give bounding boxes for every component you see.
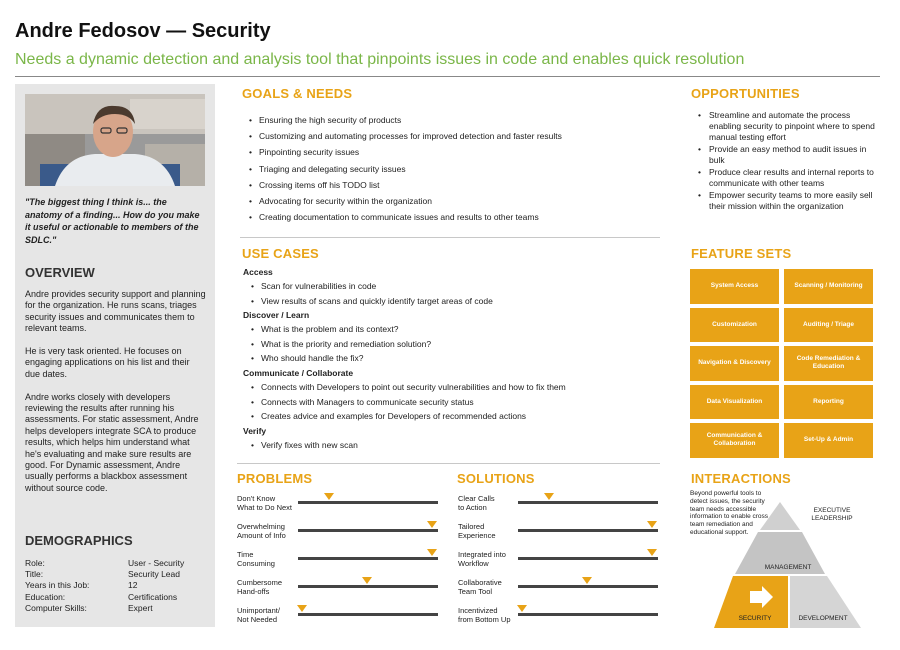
problems-label bbox=[237, 578, 299, 596]
feature-sets-grid bbox=[690, 269, 873, 458]
interactions-heading: INTERACTIONS bbox=[691, 471, 791, 486]
persona-photo bbox=[25, 94, 205, 186]
overview-paragraph: Andre works closely with developers reviewing the results after running his assessments. For static assessment, Andre helps developers integrate SCA to produce results, which helps him understand what he's evaluating and make sure results are good. For Dynamic assessment, Andre usually performs a blackbox assessment without source code. bbox=[25, 391, 199, 493]
problems-label-line: Consuming bbox=[237, 559, 275, 568]
use-case-item: • Creates advice and examples for Developers of recommended actions bbox=[243, 409, 663, 424]
title-divider bbox=[15, 76, 880, 77]
solutions-label-line: to Action bbox=[458, 503, 487, 512]
persona-quote: "The biggest thing I think is... the anatomy of a finding... How do you make it useful or actionable to members of the SDLC." bbox=[25, 197, 200, 245]
demographics-key: Computer Skills: bbox=[25, 602, 87, 613]
feature-tile: Scanning / Monitoring bbox=[784, 269, 873, 304]
opportunity-item: • Empower security teams to more easily sell their mission within the organization bbox=[695, 190, 880, 212]
demographics-heading: DEMOGRAPHICS bbox=[25, 533, 133, 548]
solutions-label bbox=[458, 578, 520, 596]
demographics-value: Certifications bbox=[128, 591, 178, 602]
problems-label-line: Overwhelming bbox=[237, 522, 285, 531]
goals-heading: GOALS & NEEDS bbox=[242, 86, 353, 101]
pyramid-label-management: MANAGEMENT bbox=[764, 564, 812, 571]
goals-list bbox=[247, 115, 662, 228]
problems-slider-marker bbox=[324, 493, 334, 500]
solutions-label-line: Collaborative bbox=[458, 578, 502, 587]
problems-slider-marker bbox=[427, 549, 437, 556]
demographics-key: Education: bbox=[25, 591, 66, 602]
solutions-label-line: Team Tool bbox=[458, 587, 493, 596]
solutions-label bbox=[458, 494, 520, 512]
solutions-label bbox=[458, 522, 520, 540]
demographics-row bbox=[25, 569, 207, 580]
use-case-item: • Connects with Managers to communicate security status bbox=[243, 395, 663, 410]
solutions-label-line: Workflow bbox=[458, 559, 489, 568]
feature-tile: Set-Up & Admin bbox=[784, 423, 873, 458]
feature-sets-heading: FEATURE SETS bbox=[691, 246, 792, 261]
interactions-description: Beyond powerful tools to detect issues, the security team needs accessible information to enable cross team remediation and educational support. bbox=[690, 490, 769, 536]
feature-tile: Communication & Collaboration bbox=[690, 423, 779, 458]
problems-slider-track bbox=[298, 501, 438, 504]
use-case-group-title: Verify bbox=[243, 425, 267, 436]
problems-label-line: Amount of Info bbox=[237, 531, 286, 540]
feature-tile: Navigation & Discovery bbox=[690, 346, 779, 381]
demographics-table bbox=[25, 558, 207, 614]
use-case-list bbox=[243, 279, 663, 308]
use-cases-heading: USE CASES bbox=[242, 246, 319, 261]
use-case-item: • What is the priority and remediation solution? bbox=[243, 337, 663, 352]
solutions-slider-track bbox=[518, 501, 658, 504]
use-case-item: • Who should handle the fix? bbox=[243, 351, 663, 366]
use-cases bbox=[243, 265, 663, 452]
problems-label-line: Not Needed bbox=[237, 615, 278, 624]
solutions-label-line: Tailored bbox=[458, 522, 485, 531]
use-case-item: • Verify fixes with new scan bbox=[243, 438, 663, 453]
solutions-label-line: Experience bbox=[458, 531, 496, 540]
demographics-key: Role: bbox=[25, 558, 45, 568]
demographics-value: User - Security bbox=[128, 558, 185, 568]
problems-label-line: What to Do Next bbox=[237, 503, 293, 512]
problems-label-line: Hand-offs bbox=[237, 587, 270, 596]
problems-slider-track bbox=[298, 557, 438, 560]
use-case-group-title: Discover / Learn bbox=[243, 310, 310, 321]
feature-tile: Customization bbox=[690, 308, 779, 343]
demographics-key: Years in this Job: bbox=[25, 580, 90, 591]
solutions-slider-marker bbox=[647, 521, 657, 528]
solutions-slider-marker bbox=[517, 605, 527, 612]
problems-slider-marker bbox=[362, 577, 372, 584]
demographics-row bbox=[25, 580, 207, 591]
solutions-label bbox=[458, 550, 520, 568]
use-case-list bbox=[243, 322, 663, 366]
section-divider bbox=[237, 463, 660, 464]
problems-label bbox=[237, 494, 299, 512]
page-subtitle: Needs a dynamic detection and analysis tool that pinpoints issues in code and enables quick resolution bbox=[15, 51, 745, 68]
overview-paragraph: Andre provides security support and planning for the organization. He runs scans, triages security issues and communicates them to relevant teams. bbox=[25, 289, 206, 334]
demographics-row bbox=[25, 558, 207, 569]
solutions-slider-marker bbox=[544, 493, 554, 500]
use-case-list bbox=[243, 380, 663, 424]
solutions-slider-marker bbox=[582, 577, 592, 584]
demographics-key: Title: bbox=[25, 569, 44, 580]
problems-heading: PROBLEMS bbox=[237, 471, 313, 486]
feature-tile: Auditing / Triage bbox=[784, 308, 873, 343]
opportunity-item: • Streamline and automate the process enabling security to pinpoint where to spend manual testing effort bbox=[695, 110, 880, 144]
problems-label bbox=[237, 550, 299, 568]
pyramid-label-executive: EXECUTIVE bbox=[813, 507, 851, 514]
overview-text bbox=[25, 289, 207, 506]
goal-item: • Customizing and automating processes for improved detection and faster results bbox=[247, 131, 662, 147]
solutions-label-line: from Bottom Up bbox=[458, 615, 511, 624]
use-case-group-title: Communicate / Collaborate bbox=[243, 367, 354, 378]
overview-heading: OVERVIEW bbox=[25, 265, 95, 280]
overview-paragraph: He is very task oriented. He focuses on engaging applications on his list and their due dates. bbox=[25, 346, 190, 379]
problems-label-line: Don't Know bbox=[237, 494, 276, 503]
feature-tile: Reporting bbox=[784, 385, 873, 420]
use-case-item: • View results of scans and quickly identify target areas of code bbox=[243, 294, 663, 309]
problems-label bbox=[237, 606, 299, 624]
problems-slider-track bbox=[298, 613, 438, 616]
pyramid-label-security: SECURITY bbox=[738, 615, 772, 622]
solutions-label-line: Integrated into bbox=[458, 550, 506, 559]
goal-item: • Crossing items off his TODO list bbox=[247, 180, 662, 196]
opportunities-heading: OPPORTUNITIES bbox=[691, 86, 800, 101]
use-case-group-title: Access bbox=[243, 267, 273, 277]
goal-item: • Triaging and delegating security issues bbox=[247, 164, 662, 180]
problems-slider-marker bbox=[297, 605, 307, 612]
solutions-slider-track bbox=[518, 613, 658, 616]
persona-sidebar bbox=[15, 84, 215, 627]
demographics-row bbox=[25, 603, 207, 614]
opportunities-list bbox=[695, 110, 880, 213]
problems-label-line: Time bbox=[237, 550, 254, 559]
pyramid-label-leadership: LEADERSHIP bbox=[811, 515, 853, 522]
problems-label-line: Cumbersome bbox=[237, 578, 283, 587]
goal-item: • Creating documentation to communicate issues and results to other teams bbox=[247, 212, 662, 228]
demographics-value: Security Lead bbox=[128, 569, 180, 580]
use-case-item: • Scan for vulnerabilities in code bbox=[243, 279, 663, 294]
solutions-slider-track bbox=[518, 529, 658, 532]
solutions-heading: SOLUTIONS bbox=[457, 471, 535, 486]
problems-slider-track bbox=[298, 529, 438, 532]
pyramid-label-development: DEVELOPMENT bbox=[798, 615, 848, 622]
demographics-row bbox=[25, 592, 207, 603]
use-case-item: • What is the problem and its context? bbox=[243, 322, 663, 337]
goal-item: • Advocating for security within the organization bbox=[247, 196, 662, 212]
problems-label-line: Unimportant/ bbox=[237, 606, 280, 615]
problems-label bbox=[237, 522, 299, 540]
feature-tile: Data Visualization bbox=[690, 385, 779, 420]
problems-slider-marker bbox=[427, 521, 437, 528]
section-divider bbox=[240, 237, 660, 238]
solutions-label-line: Incentivized bbox=[458, 606, 498, 615]
solutions-label-line: Clear Calls bbox=[458, 494, 495, 503]
solutions-label bbox=[458, 606, 520, 624]
opportunity-item: • Provide an easy method to audit issues in bulk bbox=[695, 144, 880, 166]
demographics-value: Expert bbox=[128, 602, 153, 613]
problems-slider-track bbox=[298, 585, 438, 588]
use-case-list bbox=[243, 438, 663, 453]
interactions-pyramid bbox=[700, 500, 880, 630]
use-case-item: • Connects with Developers to point out security vulnerabilities and how to fix them bbox=[243, 380, 663, 395]
pyramid-executive-tier bbox=[760, 502, 800, 530]
demographics-value: 12 bbox=[128, 580, 138, 591]
goal-item: • Ensuring the high security of products bbox=[247, 115, 662, 131]
solutions-slider-marker bbox=[647, 549, 657, 556]
solutions-slider-track bbox=[518, 585, 658, 588]
page-title: Andre Fedosov — Security bbox=[15, 20, 271, 42]
solutions-slider-track bbox=[518, 557, 658, 560]
feature-tile: Code Remediation & Education bbox=[784, 346, 873, 381]
opportunity-item: • Produce clear results and internal reports to communicate with other teams bbox=[695, 167, 880, 189]
goal-item: • Pinpointing security issues bbox=[247, 147, 662, 163]
feature-tile: System Access bbox=[690, 269, 779, 304]
